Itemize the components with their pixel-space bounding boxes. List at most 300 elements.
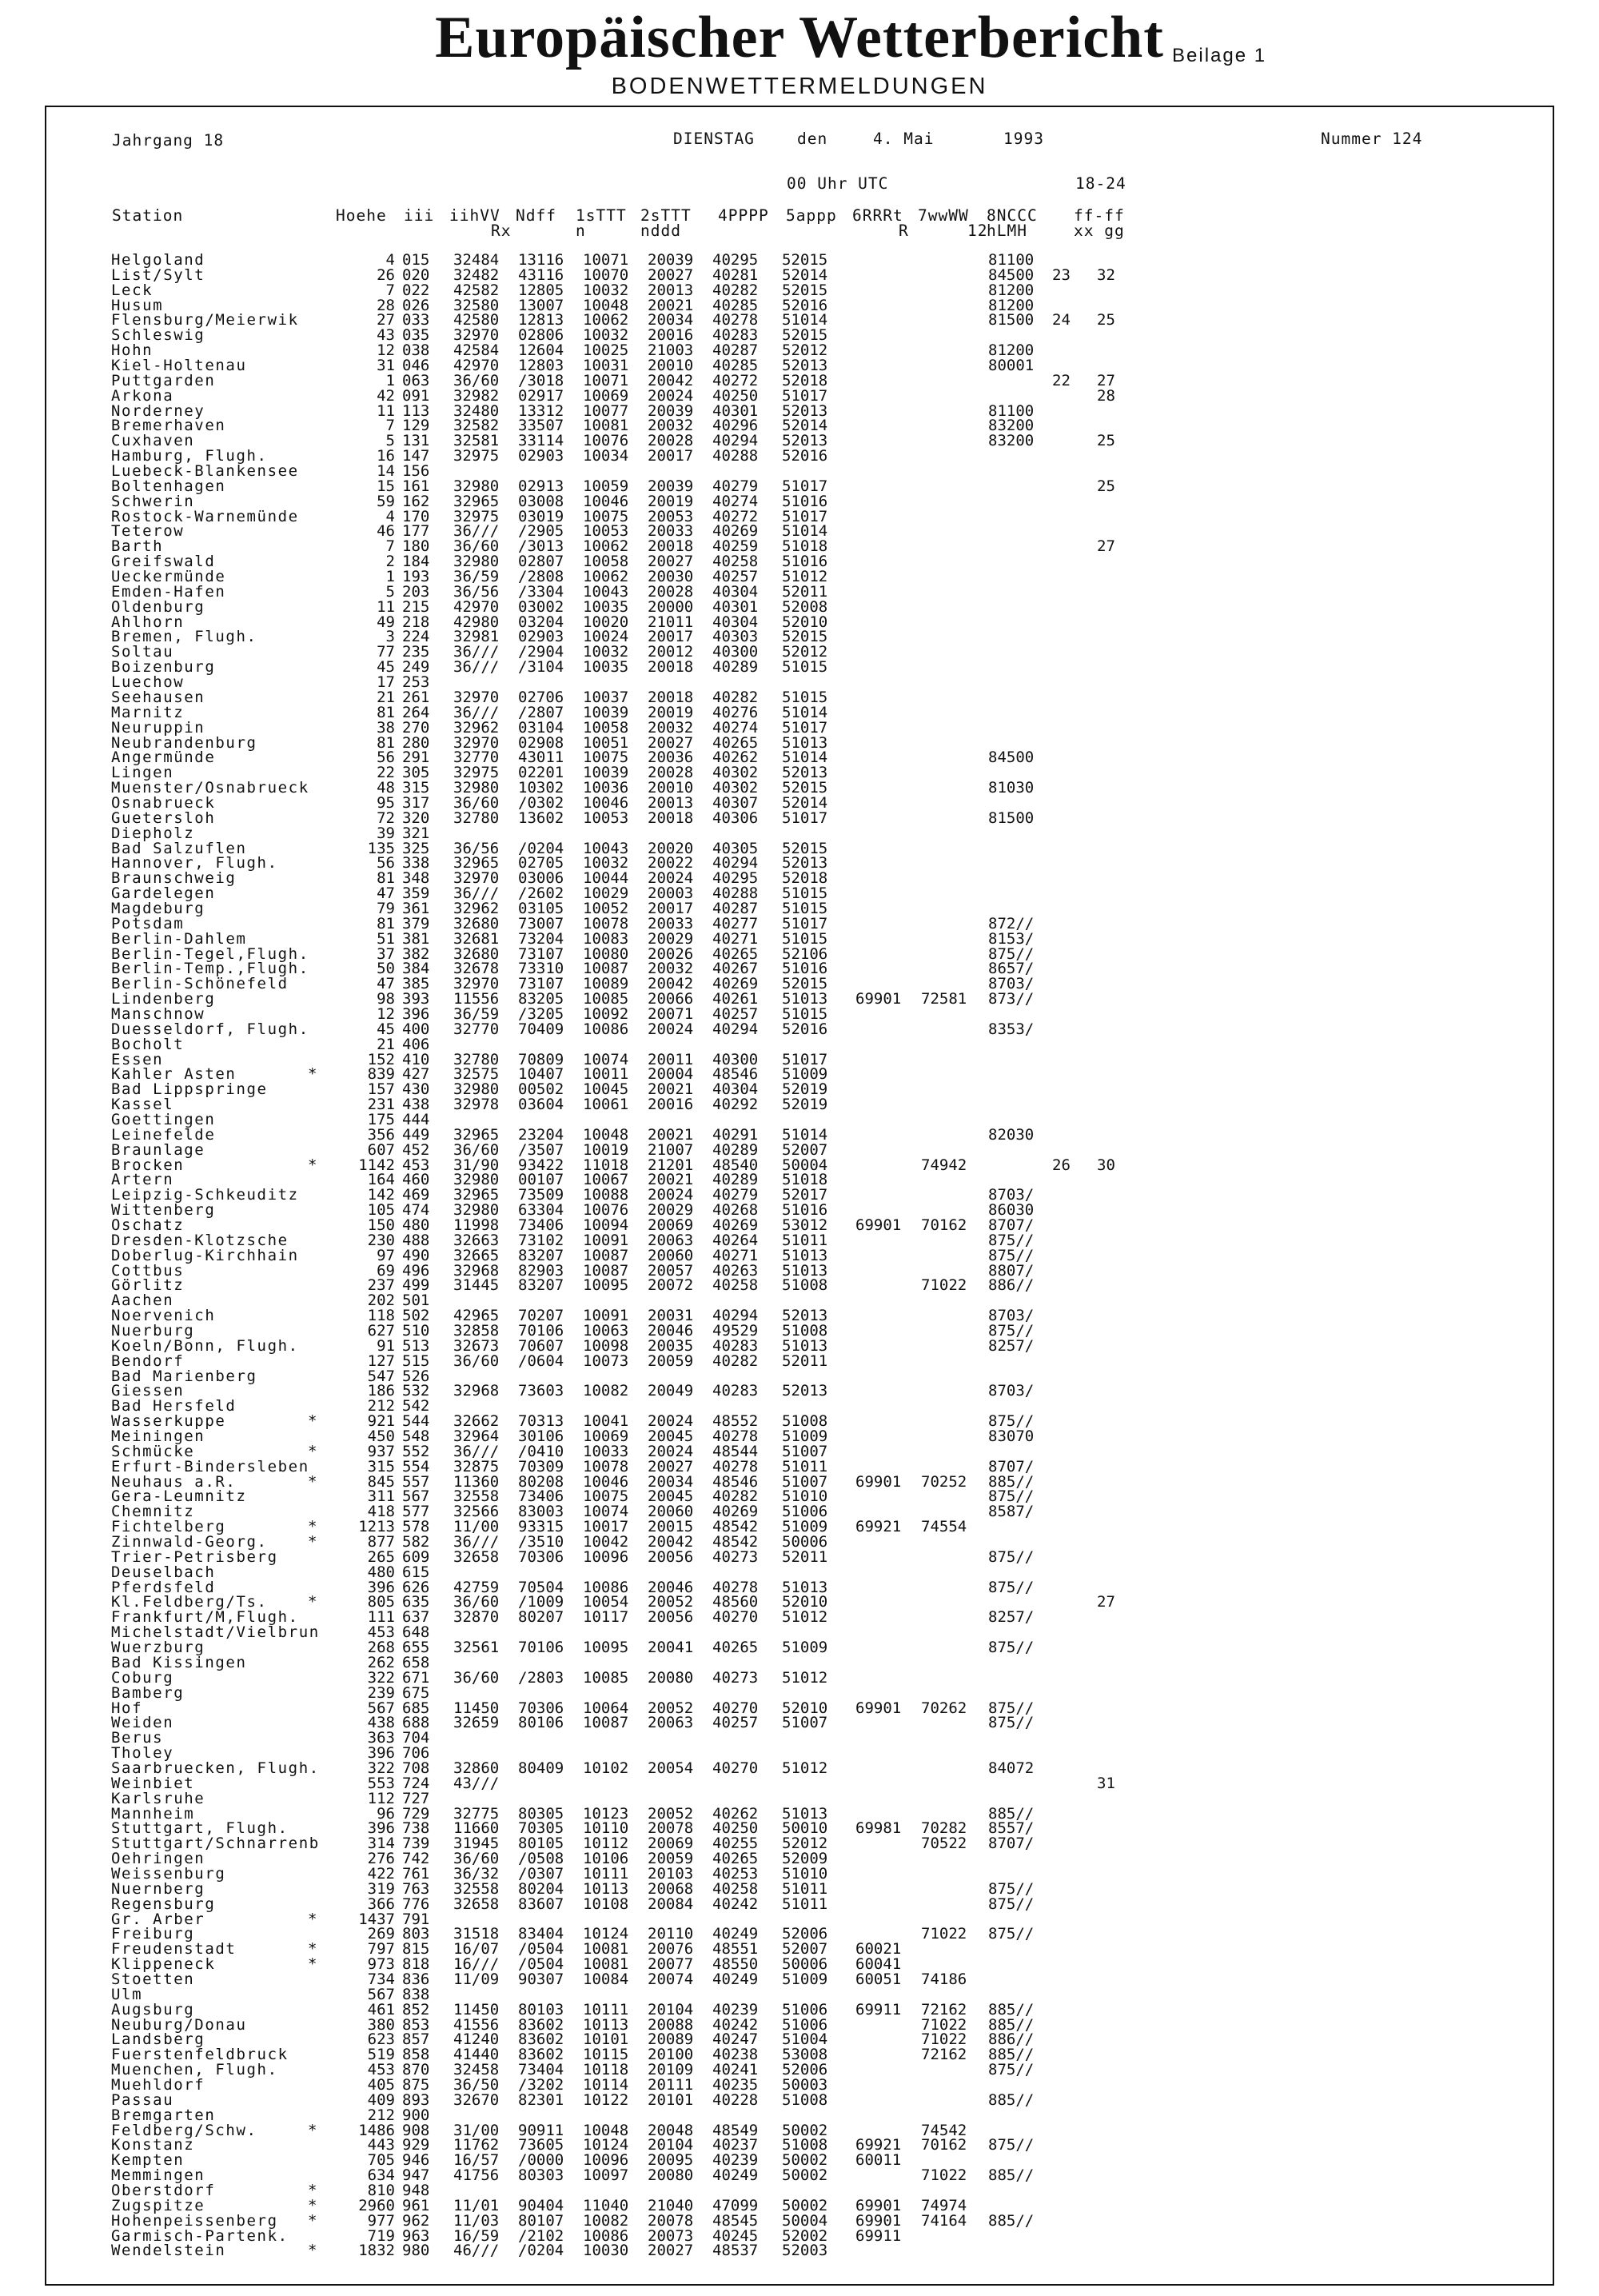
group-1sttt: 10091 bbox=[583, 1231, 629, 1249]
station-name: Schleswig bbox=[111, 326, 205, 345]
station-name: Guetersloh bbox=[111, 809, 216, 827]
high-altitude-mark: * bbox=[308, 2121, 317, 2139]
group-4pppp: 40277 bbox=[712, 914, 759, 932]
station-name: Mannheim bbox=[111, 1804, 195, 1823]
station-number: 381 bbox=[402, 929, 430, 948]
group-5appp: 51016 bbox=[782, 553, 828, 571]
group-8nccc: 81200 bbox=[988, 281, 1035, 299]
group-1sttt: 10111 bbox=[583, 2000, 629, 2018]
station-number: 963 bbox=[402, 2226, 430, 2245]
group-5appp: 51018 bbox=[782, 537, 828, 556]
group-iihvv: 11/09 bbox=[453, 1970, 500, 1988]
group-iihvv: 32659 bbox=[453, 1714, 500, 1732]
station-name: Artern bbox=[111, 1171, 174, 1189]
group-2sttt: 20019 bbox=[648, 703, 694, 721]
station-name: Berlin-Temp.,Flugh. bbox=[111, 960, 309, 978]
group-iihvv: 32975 bbox=[453, 447, 500, 465]
station-height: 175 bbox=[367, 1110, 395, 1128]
group-8nccc: 83200 bbox=[988, 417, 1035, 435]
group-1sttt: 10117 bbox=[583, 1608, 629, 1627]
group-4pppp: 48549 bbox=[712, 2121, 759, 2139]
group-5appp: 52010 bbox=[782, 613, 828, 631]
group-8nccc: 81030 bbox=[988, 779, 1035, 797]
group-2sttt: 20111 bbox=[648, 2075, 694, 2094]
group-2sttt: 20088 bbox=[648, 2015, 694, 2034]
group-4pppp: 40302 bbox=[712, 764, 759, 782]
group-4pppp: 40257 bbox=[712, 568, 759, 586]
group-4pppp: 40301 bbox=[712, 401, 759, 420]
station-height: 202 bbox=[367, 1292, 395, 1310]
station-height: 366 bbox=[367, 1895, 395, 1913]
high-altitude-mark: * bbox=[308, 1065, 317, 1084]
group-1sttt: 10084 bbox=[583, 1970, 629, 1988]
station-number: 980 bbox=[402, 2242, 430, 2260]
station-height: 111 bbox=[367, 1608, 395, 1627]
group-5appp: 50006 bbox=[782, 1533, 828, 1551]
station-name: Zugspitze bbox=[111, 2196, 205, 2214]
station-number: 615 bbox=[402, 1563, 430, 1581]
station-number: 184 bbox=[402, 553, 430, 571]
group-4pppp: 40270 bbox=[712, 1699, 759, 1717]
group-5appp: 52017 bbox=[782, 1186, 828, 1204]
station-height: 50 bbox=[377, 960, 395, 978]
group-2sttt: 20052 bbox=[648, 1593, 694, 1611]
group-ndff: 93315 bbox=[518, 1518, 564, 1536]
station-number: 264 bbox=[402, 703, 430, 721]
group-8nccc: 885// bbox=[988, 2046, 1035, 2064]
group-iihvv: 32775 bbox=[453, 1804, 500, 1823]
table-row bbox=[111, 1731, 1534, 1746]
station-number: 742 bbox=[402, 1850, 430, 1868]
station-height: 45 bbox=[377, 658, 395, 677]
station-number: 567 bbox=[402, 1487, 430, 1506]
group-4pppp: 40270 bbox=[712, 1608, 759, 1627]
group-4pppp: 40265 bbox=[712, 1850, 759, 1868]
station-height: 142 bbox=[367, 1186, 395, 1204]
station-number: 156 bbox=[402, 462, 430, 481]
group-8nccc: 875// bbox=[988, 1412, 1035, 1431]
group-1sttt: 10078 bbox=[583, 914, 629, 932]
station-height: 47 bbox=[377, 975, 395, 993]
group-5appp: 51011 bbox=[782, 1879, 828, 1898]
group-2sttt: 21201 bbox=[648, 1156, 694, 1174]
station-height: 461 bbox=[367, 2000, 395, 2018]
group-ndff: 93422 bbox=[518, 1156, 564, 1174]
group-2sttt: 20027 bbox=[648, 1457, 694, 1475]
station-height: 2 bbox=[385, 553, 395, 571]
group-2sttt: 20046 bbox=[648, 1578, 694, 1596]
group-ndff: 82301 bbox=[518, 2090, 564, 2109]
station-height: 237 bbox=[367, 1276, 395, 1295]
station-name: Bad Marienberg bbox=[111, 1367, 257, 1385]
group-ndff: 00107 bbox=[518, 1171, 564, 1189]
group-ndff: /2807 bbox=[518, 703, 564, 721]
group-4pppp: 40304 bbox=[712, 582, 759, 601]
group-2sttt: 20024 bbox=[648, 386, 694, 405]
group-5appp: 52016 bbox=[782, 447, 828, 465]
group-4pppp: 40278 bbox=[712, 1457, 759, 1475]
station-number: 270 bbox=[402, 718, 430, 737]
station-height: 164 bbox=[367, 1171, 395, 1189]
station-number: 706 bbox=[402, 1744, 430, 1763]
station-name: Greifswald bbox=[111, 553, 216, 571]
station-height: 356 bbox=[367, 1125, 395, 1144]
group-1sttt: 10036 bbox=[583, 779, 629, 797]
station-name: Passau bbox=[111, 2090, 174, 2109]
group-1sttt: 10039 bbox=[583, 764, 629, 782]
group-2sttt: 20024 bbox=[648, 1412, 694, 1431]
station-height: 810 bbox=[367, 2182, 395, 2199]
group-4pppp: 40307 bbox=[712, 793, 759, 812]
group-2sttt: 20012 bbox=[648, 643, 694, 661]
station-height: 112 bbox=[367, 1789, 395, 1807]
station-name: Boltenhagen bbox=[111, 477, 226, 495]
group-ndff: 80409 bbox=[518, 1759, 564, 1777]
station-number: 015 bbox=[402, 251, 430, 269]
group-1sttt: 10011 bbox=[583, 1065, 629, 1084]
group-1sttt: 10095 bbox=[583, 1276, 629, 1295]
group-2sttt: 20021 bbox=[648, 1125, 694, 1144]
station-number: 235 bbox=[402, 643, 430, 661]
group-2sttt: 20015 bbox=[648, 1518, 694, 1536]
group-ndff: 02201 bbox=[518, 764, 564, 782]
table-row bbox=[111, 705, 1534, 721]
group-1sttt: 10112 bbox=[583, 1835, 629, 1853]
group-2sttt: 20100 bbox=[648, 2046, 694, 2064]
group-1sttt: 10092 bbox=[583, 1004, 629, 1023]
group-8nccc: 875// bbox=[988, 1246, 1035, 1264]
table-row bbox=[111, 1610, 1534, 1625]
group-ndff: /3205 bbox=[518, 1004, 564, 1023]
group-5appp: 50004 bbox=[782, 1156, 828, 1174]
group-6rrrt: 69911 bbox=[855, 2000, 902, 2018]
group-iihvv: 32680 bbox=[453, 914, 500, 932]
group-7wwww: 74186 bbox=[921, 1970, 967, 1988]
group-4pppp: 40269 bbox=[712, 522, 759, 541]
station-name: Brocken bbox=[111, 1156, 185, 1174]
station-height: 49 bbox=[377, 613, 395, 631]
group-ndff: 83207 bbox=[518, 1246, 564, 1264]
station-name: Aachen bbox=[111, 1292, 174, 1310]
group-7wwww: 74164 bbox=[921, 2211, 967, 2230]
group-2sttt: 20078 bbox=[648, 1819, 694, 1838]
station-height: 186 bbox=[367, 1382, 395, 1400]
group-ndff: 13007 bbox=[518, 296, 564, 314]
group-4pppp: 48546 bbox=[712, 1472, 759, 1491]
high-altitude-mark: * bbox=[308, 1533, 317, 1551]
station-name: Duesseldorf, Flugh. bbox=[111, 1020, 309, 1038]
station-name: Klippeneck bbox=[111, 1955, 216, 1974]
group-7wwww: 72162 bbox=[921, 2046, 967, 2064]
group-2sttt: 20074 bbox=[648, 1970, 694, 1988]
group-8nccc: 875// bbox=[988, 2136, 1035, 2154]
station-height: 363 bbox=[367, 1729, 395, 1747]
group-5appp: 51017 bbox=[782, 809, 828, 827]
group-5appp: 51008 bbox=[782, 1276, 828, 1295]
station-height: 27 bbox=[377, 311, 395, 329]
group-4pppp: 40271 bbox=[712, 929, 759, 948]
group-ndff: 13116 bbox=[518, 251, 564, 269]
group-4pppp: 40283 bbox=[712, 326, 759, 345]
group-iihvv: 32968 bbox=[453, 1261, 500, 1280]
group-4pppp: 40257 bbox=[712, 1714, 759, 1732]
group-4pppp: 40269 bbox=[712, 1216, 759, 1234]
group-7wwww: 70262 bbox=[921, 1699, 967, 1717]
period-label: 18-24 bbox=[1075, 174, 1126, 193]
station-number: 838 bbox=[402, 1985, 430, 2003]
station-height: 4 bbox=[385, 251, 395, 269]
station-height: 7 bbox=[385, 281, 395, 299]
group-iihvv: 32970 bbox=[453, 733, 500, 752]
group-2sttt: 21003 bbox=[648, 341, 694, 360]
group-6rrrt: 69901 bbox=[855, 2211, 902, 2230]
group-1sttt: 10053 bbox=[583, 522, 629, 541]
group-2sttt: 20027 bbox=[648, 266, 694, 284]
station-number: 803 bbox=[402, 1925, 430, 1943]
group-6rrrt: 69921 bbox=[855, 1518, 902, 1536]
group-2sttt: 20039 bbox=[648, 477, 694, 495]
group-8nccc: 8153/ bbox=[988, 929, 1035, 948]
group-ndff: /3018 bbox=[518, 371, 564, 389]
group-iihvv: 16/07 bbox=[453, 1940, 500, 1959]
station-height: 319 bbox=[367, 1879, 395, 1898]
group-5appp: 51007 bbox=[782, 1472, 828, 1491]
group-1sttt: 10032 bbox=[583, 854, 629, 872]
group-5appp: 52014 bbox=[782, 793, 828, 812]
station-number: 393 bbox=[402, 990, 430, 1008]
group-ndff: 02807 bbox=[518, 553, 564, 571]
station-name: Hohenpeissenberg bbox=[111, 2211, 278, 2230]
group-4pppp: 40249 bbox=[712, 1925, 759, 1943]
table-row bbox=[111, 1384, 1534, 1399]
table-row bbox=[111, 1683, 1534, 1702]
group-1sttt: 10087 bbox=[583, 960, 629, 978]
group-2sttt: 20021 bbox=[648, 1080, 694, 1099]
station-name: Hannover, Flugh. bbox=[111, 854, 278, 872]
group-8nccc: 875// bbox=[988, 1639, 1035, 1657]
station-name: Wasserkuppe bbox=[111, 1412, 226, 1431]
group-ndff: 70809 bbox=[518, 1050, 564, 1068]
group-iihvv: 36/60 bbox=[453, 537, 500, 556]
station-number: 724 bbox=[402, 1774, 430, 1792]
group-5appp: 52019 bbox=[782, 1080, 828, 1099]
group-iihvv: 32980 bbox=[453, 553, 500, 571]
group-ndff: /1009 bbox=[518, 1593, 564, 1611]
group-ndff: 73406 bbox=[518, 1487, 564, 1506]
table-row bbox=[111, 2090, 1534, 2109]
station-name: Diepholz bbox=[111, 824, 195, 842]
group-2sttt: 20003 bbox=[648, 884, 694, 903]
group-iihvv: 32662 bbox=[453, 1412, 500, 1431]
group-1sttt: 10094 bbox=[583, 1216, 629, 1234]
group-ndff: 03204 bbox=[518, 613, 564, 631]
group-5appp: 51014 bbox=[782, 522, 828, 541]
table-row bbox=[111, 916, 1534, 932]
group-4pppp: 40249 bbox=[712, 1970, 759, 1988]
group-iihvv: 11450 bbox=[453, 1699, 500, 1717]
station-height: 230 bbox=[367, 1231, 395, 1249]
high-altitude-mark: * bbox=[308, 2182, 317, 2199]
table-row bbox=[111, 386, 1534, 405]
station-number: 384 bbox=[402, 960, 430, 978]
group-5appp: 52010 bbox=[782, 1593, 828, 1611]
group-5appp: 52013 bbox=[782, 401, 828, 420]
table-row bbox=[111, 1715, 1534, 1731]
group-ndff: 03105 bbox=[518, 899, 564, 917]
group-iihvv: 46/// bbox=[453, 2242, 500, 2260]
station-number: 396 bbox=[402, 1004, 430, 1023]
station-number: 161 bbox=[402, 477, 430, 495]
group-5appp: 52016 bbox=[782, 296, 828, 314]
high-altitude-mark: * bbox=[308, 2211, 317, 2230]
group-ndff: /0410 bbox=[518, 1442, 564, 1460]
station-number: 688 bbox=[402, 1714, 430, 1732]
group-iihvv: 32678 bbox=[453, 960, 500, 978]
group-1sttt: 10017 bbox=[583, 1518, 629, 1536]
group-2sttt: 20073 bbox=[648, 2226, 694, 2245]
station-height: 135 bbox=[367, 839, 395, 857]
group-8nccc: 81200 bbox=[988, 296, 1035, 314]
group-8nccc: 86030 bbox=[988, 1201, 1035, 1220]
station-height: 405 bbox=[367, 2075, 395, 2094]
group-4pppp: 40304 bbox=[712, 1080, 759, 1099]
station-name: Neubrandenburg bbox=[111, 733, 257, 752]
table-row bbox=[111, 1668, 1534, 1687]
group-2sttt: 20028 bbox=[648, 582, 694, 601]
station-name: Bocholt bbox=[111, 1035, 185, 1053]
group-2sttt: 20017 bbox=[648, 447, 694, 465]
den-label: den bbox=[797, 130, 828, 148]
station-number: 218 bbox=[402, 613, 430, 631]
table-row bbox=[111, 2168, 1534, 2183]
group-2sttt: 20024 bbox=[648, 869, 694, 888]
group-5appp: 52003 bbox=[782, 2242, 828, 2260]
station-number: 648 bbox=[402, 1623, 430, 1642]
group-iihvv: 32962 bbox=[453, 718, 500, 737]
station-name: Bremen, Flugh. bbox=[111, 628, 257, 646]
station-name: Wittenberg bbox=[111, 1201, 216, 1220]
station-number: 658 bbox=[402, 1653, 430, 1671]
group-5appp: 51007 bbox=[782, 1714, 828, 1732]
group-8nccc: 82030 bbox=[988, 1125, 1035, 1144]
group-8nccc: 8703/ bbox=[988, 975, 1035, 993]
station-name: Neuhaus a.R. bbox=[111, 1472, 237, 1491]
group-iihvv: 36/59 bbox=[453, 1004, 500, 1023]
station-number: 532 bbox=[402, 1382, 430, 1400]
station-number: 338 bbox=[402, 854, 430, 872]
group-7wwww: 70282 bbox=[921, 1819, 967, 1838]
group-2sttt: 20021 bbox=[648, 1171, 694, 1189]
station-number: 131 bbox=[402, 432, 430, 450]
station-height: 5 bbox=[385, 582, 395, 601]
group-ndff: 70313 bbox=[518, 1412, 564, 1431]
high-altitude-mark: * bbox=[308, 2242, 317, 2260]
group-5appp: 52013 bbox=[782, 854, 828, 872]
group-8nccc: 84500 bbox=[988, 266, 1035, 284]
group-1sttt: 10113 bbox=[583, 2015, 629, 2034]
group-4pppp: 40295 bbox=[712, 869, 759, 888]
group-1sttt: 10098 bbox=[583, 1336, 629, 1355]
station-name: Weiden bbox=[111, 1714, 174, 1732]
group-8nccc: 8257/ bbox=[988, 1608, 1035, 1627]
group-4pppp: 40281 bbox=[712, 266, 759, 284]
group-ndff: /3304 bbox=[518, 582, 564, 601]
group-2sttt: 20004 bbox=[648, 1065, 694, 1084]
group-1sttt: 10082 bbox=[583, 1382, 629, 1400]
group-5appp: 52013 bbox=[782, 357, 828, 375]
group-4pppp: 40258 bbox=[712, 1879, 759, 1898]
group-4pppp: 49529 bbox=[712, 1322, 759, 1340]
station-number: 675 bbox=[402, 1683, 430, 1702]
col-head-3: Ndff bbox=[516, 206, 556, 225]
group-4pppp: 40272 bbox=[712, 507, 759, 525]
station-number: 578 bbox=[402, 1518, 430, 1536]
station-height: 268 bbox=[367, 1639, 395, 1657]
group-4pppp: 40279 bbox=[712, 477, 759, 495]
station-number: 035 bbox=[402, 326, 430, 345]
group-2sttt: 20052 bbox=[648, 1699, 694, 1717]
station-number: 548 bbox=[402, 1428, 430, 1446]
table-row bbox=[111, 1987, 1534, 2003]
station-number: 129 bbox=[402, 417, 430, 435]
group-2sttt: 20026 bbox=[648, 944, 694, 963]
group-ndff: 80105 bbox=[518, 1835, 564, 1853]
group-ndff: 83602 bbox=[518, 2015, 564, 2034]
group-iihvv: 32965 bbox=[453, 492, 500, 510]
group-2sttt: 20103 bbox=[648, 1864, 694, 1883]
table-row bbox=[111, 1097, 1534, 1112]
station-number: 170 bbox=[402, 507, 430, 525]
supplement-label: Beilage 1 bbox=[1172, 45, 1267, 66]
group-iihvv: 11556 bbox=[453, 990, 500, 1008]
station-name: Schmücke bbox=[111, 1442, 195, 1460]
group-iihvv: 36/60 bbox=[453, 1352, 500, 1370]
station-number: 315 bbox=[402, 779, 430, 797]
station-number: 815 bbox=[402, 1940, 430, 1959]
group-4pppp: 40265 bbox=[712, 733, 759, 752]
group-1sttt: 10061 bbox=[583, 1096, 629, 1114]
station-height: 47 bbox=[377, 884, 395, 903]
high-altitude-mark: * bbox=[308, 1412, 317, 1431]
group-1sttt: 10124 bbox=[583, 2136, 629, 2154]
group-2sttt: 20036 bbox=[648, 749, 694, 767]
group-4pppp: 47099 bbox=[712, 2196, 759, 2214]
group-2sttt: 20072 bbox=[648, 1276, 694, 1295]
station-height: 380 bbox=[367, 2015, 395, 2034]
group-5appp: 51013 bbox=[782, 1578, 828, 1596]
group-1sttt: 10033 bbox=[583, 1442, 629, 1460]
group-5appp: 51013 bbox=[782, 733, 828, 752]
group-2sttt: 20024 bbox=[648, 1186, 694, 1204]
group-4pppp: 40270 bbox=[712, 1759, 759, 1777]
group-4pppp: 40272 bbox=[712, 371, 759, 389]
table-row bbox=[111, 901, 1534, 916]
group-2sttt: 20104 bbox=[648, 2000, 694, 2018]
col-subhead-4: n bbox=[576, 222, 586, 240]
group-8nccc: 83200 bbox=[988, 432, 1035, 450]
group-5appp: 52009 bbox=[782, 1850, 828, 1868]
station-height: 839 bbox=[367, 1065, 395, 1084]
group-iihvv: 32673 bbox=[453, 1336, 500, 1355]
table-row bbox=[111, 1864, 1534, 1883]
group-8nccc: 875// bbox=[988, 1322, 1035, 1340]
station-number: 180 bbox=[402, 537, 430, 556]
group-4pppp: 40253 bbox=[712, 1864, 759, 1883]
group-2sttt: 20063 bbox=[648, 1231, 694, 1249]
station-name: Gardelegen bbox=[111, 884, 216, 903]
col-head-4: 1sTTT bbox=[576, 206, 627, 225]
station-number: 626 bbox=[402, 1578, 430, 1596]
